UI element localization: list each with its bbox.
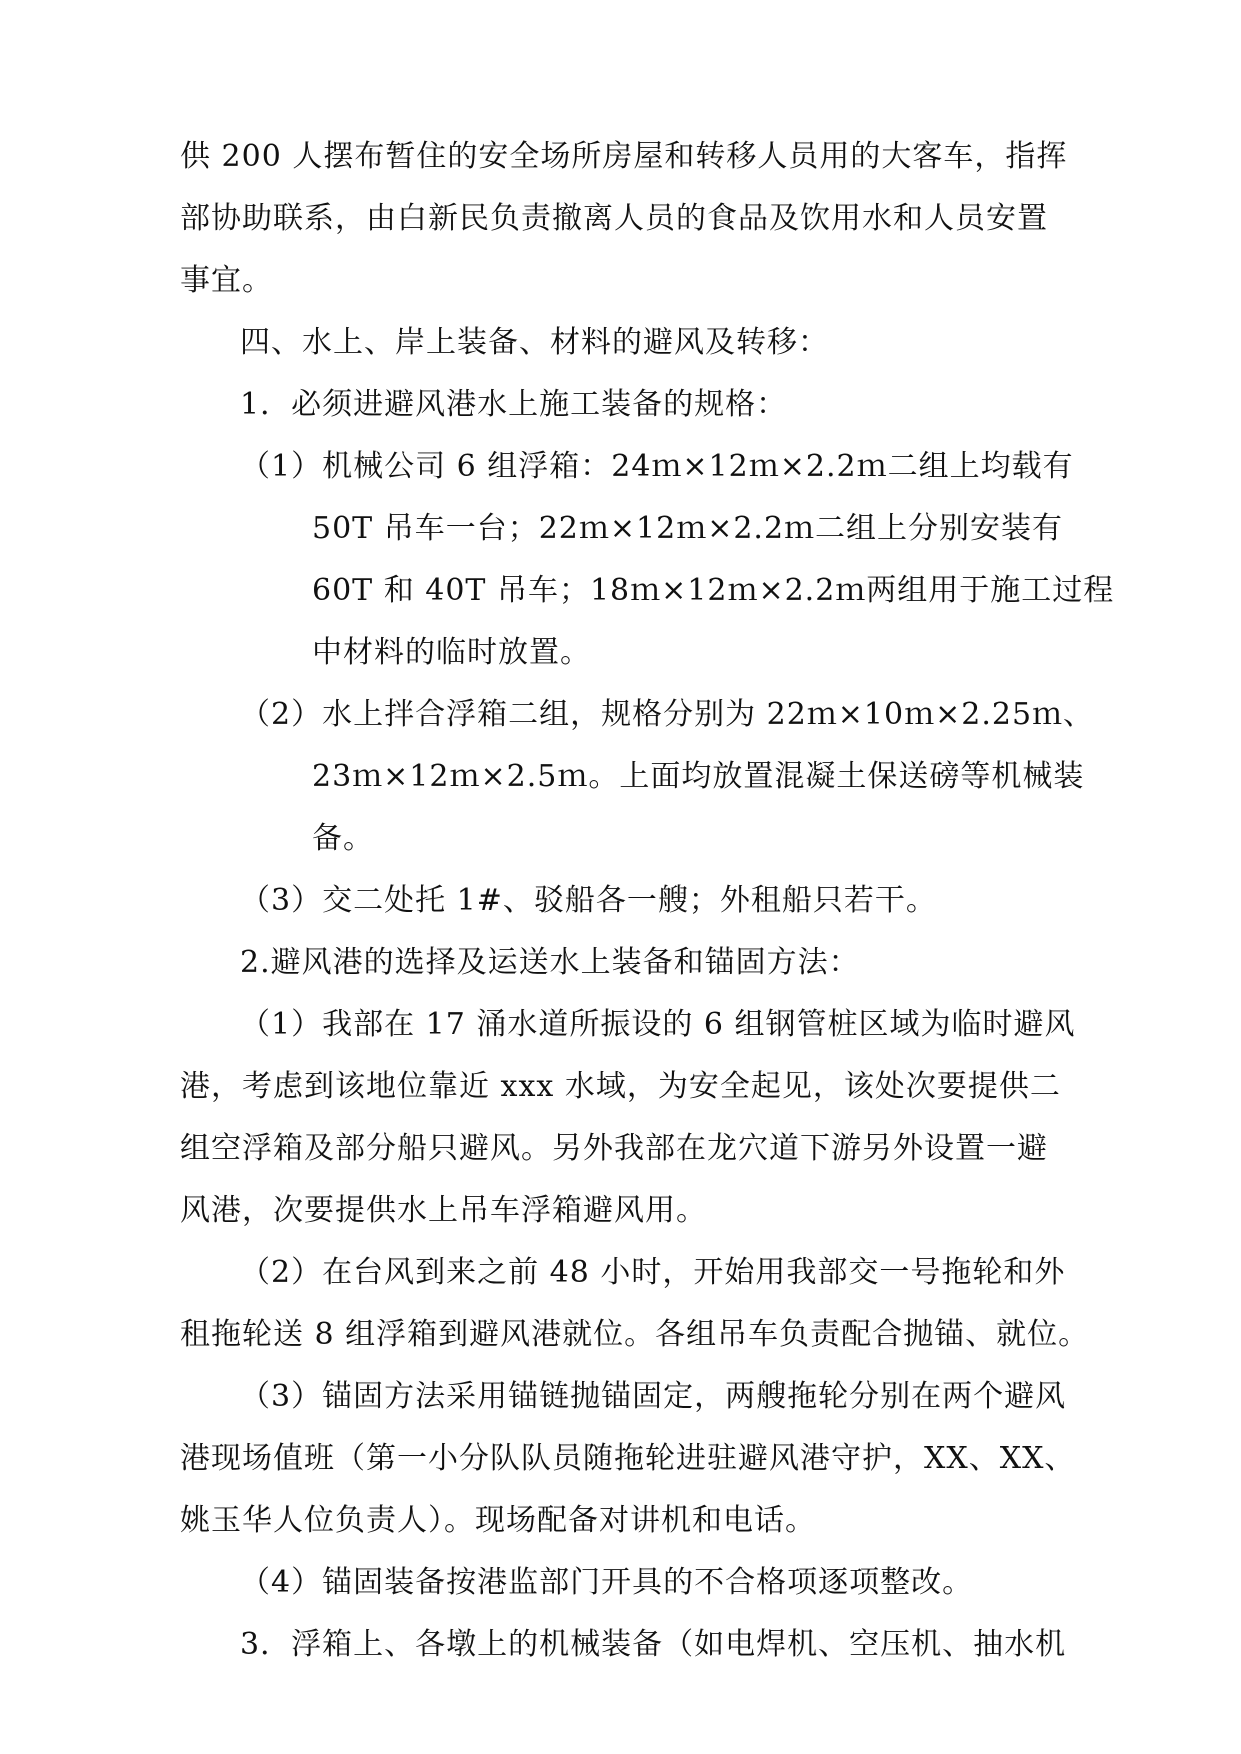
subsection-heading-3: 3．浮箱上、各墩上的机械装备（如电焊机、空压机、抽水机 — [240, 1627, 1067, 1662]
subsection-heading-1: 1．必须进避风港水上施工装备的规格： — [240, 387, 788, 422]
paragraph-2-line-1: （2）在台风到来之前 48 小时，开始用我部交一号拖轮和外 — [240, 1255, 1066, 1290]
text-line-3: 事宜。 — [180, 263, 273, 298]
list-item-3: （3）交二处托 1#、驳船各一艘；外租船只若干。 — [240, 883, 937, 918]
subsection-heading-2: 2.避风港的选择及运送水上装备和锚固方法： — [240, 945, 860, 980]
list-item-2: （2）水上拌合浮箱二组，规格分别为 22ｍ×10ｍ×2.25ｍ、 — [240, 697, 1095, 732]
paragraph-3-line-2: 港现场值班（第一小分队队员随拖轮进驻避风港守护，XX、XX、 — [180, 1441, 1076, 1476]
list-item-2-cont-2: 备。 — [312, 821, 374, 856]
paragraph-1-line-3: 组空浮箱及部分船只避风。另外我部在龙穴道下游另外设置一避 — [180, 1131, 1048, 1166]
section-heading-4: 四、水上、岸上装备、材料的避风及转移： — [240, 325, 829, 360]
list-item-1-cont-2: 60T 和 40T 吊车；18ｍ×12ｍ×2.2ｍ两组用于施工过程 — [312, 573, 1115, 608]
list-item-1: （1）机械公司 6 组浮箱：24ｍ×12ｍ×2.2ｍ二组上均载有 — [240, 449, 1074, 484]
text-line-1: 供 200 人摆布暂住的安全场所房屋和转移人员用的大客车，指挥 — [180, 139, 1068, 174]
list-item-1-cont-1: 50T 吊车一台；22ｍ×12ｍ×2.2ｍ二组上分别安装有 — [312, 511, 1064, 546]
paragraph-1-line-4: 风港，次要提供水上吊车浮箱避风用。 — [180, 1193, 707, 1228]
paragraph-3-line-1: （3）锚固方法采用锚链抛锚固定，两艘拖轮分别在两个避风 — [240, 1379, 1067, 1414]
text-line-2: 部协助联系，由白新民负责撤离人员的食品及饮用水和人员安置 — [180, 201, 1048, 236]
list-item-1-cont-3: 中材料的临时放置。 — [312, 635, 591, 670]
list-item-2-cont-1: 23ｍ×12ｍ×2.5ｍ。上面均放置混凝土保送磅等机械装 — [312, 759, 1085, 794]
paragraph-1-line-1: （1）我部在 17 涌水道所振设的 6 组钢管桩区域为临时避风 — [240, 1007, 1076, 1042]
paragraph-2-line-2: 租拖轮送 8 组浮箱到避风港就位。各组吊车负责配合抛锚、就位。 — [180, 1317, 1090, 1352]
paragraph-4-line-1: （4）锚固装备按港监部门开具的不合格项逐项整改。 — [240, 1565, 974, 1600]
paragraph-1-line-2: 港，考虑到该地位靠近 xxx 水域，为安全起见，该处次要提供二 — [180, 1069, 1061, 1104]
paragraph-3-line-3: 姚玉华人位负责人）。现场配备对讲机和电话。 — [180, 1503, 816, 1538]
